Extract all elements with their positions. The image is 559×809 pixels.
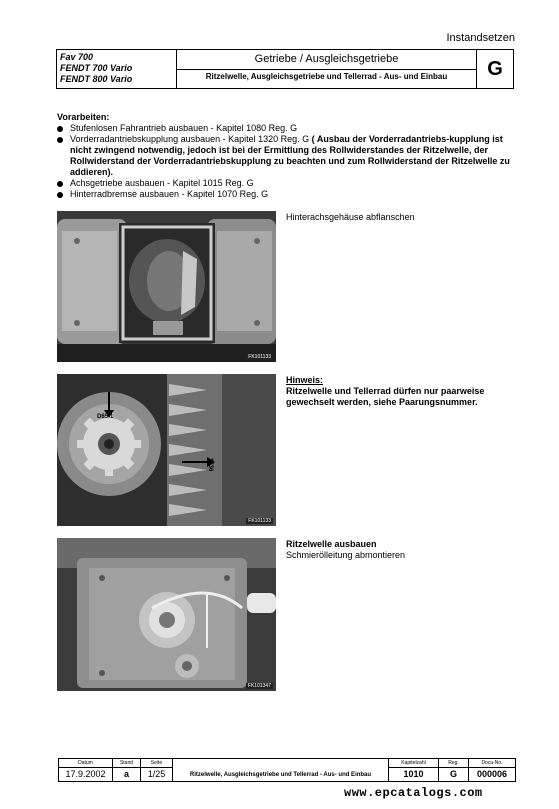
model-name: FENDT 700 Vario: [60, 63, 133, 73]
step-text: Schmierölleitung abmontieren: [286, 550, 406, 560]
header-subtitle: Ritzelwelle, Ausgleichsgetriebe und Tellerrad - Aus- und Einbau: [205, 72, 448, 81]
list-item: Achsgetriebe ausbauen - Kapitel 1015 Reg. G: [57, 178, 517, 189]
bullet-icon: [57, 126, 63, 132]
footer-title: Ritzelwelle, Ausgleichsgetriebe und Tellerrad - Aus- und Einbau: [173, 759, 389, 781]
photo-pinion-ring-gear: [57, 374, 276, 526]
section-heading: Ritzelwelle ausbauen: [286, 539, 377, 549]
vorarbeiten-list: [57, 123, 517, 200]
footer-stand: Stand a: [113, 759, 141, 781]
part-label: 1536: [207, 458, 213, 472]
header-title-cell: [177, 50, 477, 88]
watermark-url: www.epcatalogs.com: [344, 786, 483, 800]
list-item: Hinterradbremse ausbauen - Kapitel 1070 Reg. G: [57, 189, 517, 200]
hinweis-heading: Hinweis:: [286, 375, 324, 385]
photo-axle-housing: [57, 211, 276, 362]
photo-caption: [286, 539, 518, 561]
model-name: Fav 700: [60, 52, 94, 62]
register-letter: G: [487, 58, 503, 80]
footer-seite: Seite 1/25: [141, 759, 173, 781]
vorarbeiten-heading: Vorarbeiten:: [57, 112, 110, 122]
model-name: FENDT 800 Vario: [60, 74, 133, 84]
bullet-icon: [57, 181, 63, 187]
footer-reg: Reg. G: [439, 759, 469, 781]
footer-datum: Datum 17.9.2002: [59, 759, 113, 781]
footer-kapitel: Kapitelzahl 1010: [389, 759, 439, 781]
hinweis-text: Ritzelwelle und Tellerrad dürfen nur paarweise gewechselt werden, siehe Paarungsnummer.: [286, 386, 485, 407]
footer-table: [58, 758, 516, 782]
photo-pinion-shaft: [57, 538, 276, 691]
bullet-icon: [57, 137, 63, 143]
part-label: D65-1: [97, 414, 114, 420]
photo-caption: [286, 375, 518, 408]
section-label: Instandsetzen: [446, 32, 515, 44]
list-item: Vorderradantriebskupplung ausbauen - Kapitel 1320 Reg. G ( Ausbau der Vorderradantriebs-kupplung ist nicht zwingend notwendig, jedoch ist bei der Ermittlung des Rollwiderstandes der Ritzelwelle, der Rollwiderstand der Vorderradantriebskupplung zu beachten und zum Rollwiderstand der Ritzelwelle zu addieren).: [57, 134, 517, 178]
header-table: [56, 49, 514, 89]
list-item: Stufenlosen Fahrantrieb ausbauen - Kapitel 1080 Reg. G: [57, 123, 517, 134]
photo-tag: FK101133: [248, 518, 271, 524]
photo-tag: FK101133: [248, 354, 271, 360]
bullet-icon: [57, 192, 63, 198]
model-list: [57, 50, 177, 88]
footer-docu: Docu-No. 000006: [469, 759, 515, 781]
header-title: Getriebe / Ausgleichsgetriebe: [177, 53, 476, 70]
photo-tag: FK101347: [247, 683, 271, 689]
photo-caption: Hinterachsgehäuse abflanschen: [286, 212, 415, 222]
